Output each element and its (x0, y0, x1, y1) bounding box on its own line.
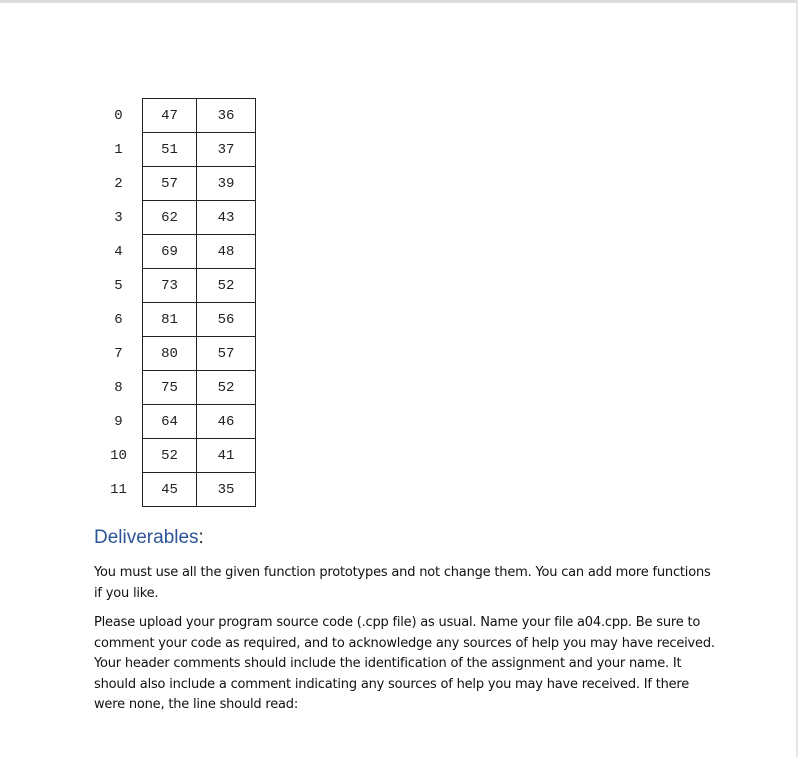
table-row (95, 269, 256, 303)
low-value-cell: 36 (197, 99, 256, 133)
high-value-cell: 64 (143, 405, 197, 439)
high-value-cell: 81 (143, 303, 197, 337)
low-value-cell: 57 (197, 337, 256, 371)
high-value-cell: 47 (143, 99, 197, 133)
low-value-cell: 41 (197, 439, 256, 473)
table-row (95, 405, 256, 439)
low-value-cell: 56 (197, 303, 256, 337)
heading-colon: : (198, 527, 204, 548)
table-row (95, 235, 256, 269)
low-value-cell: 52 (197, 371, 256, 405)
row-index: 1 (114, 141, 123, 158)
row-index: 2 (114, 175, 123, 192)
row-index: 7 (114, 345, 123, 362)
table-row (95, 473, 256, 507)
table-row (95, 201, 256, 235)
row-index: 6 (114, 311, 123, 328)
page-top-border (0, 0, 798, 3)
row-index: 10 (110, 447, 127, 464)
deliverables-heading (94, 527, 204, 549)
row-index: 9 (114, 413, 123, 430)
table-row (95, 133, 256, 167)
high-value-cell: 75 (143, 371, 197, 405)
low-value-cell: 39 (197, 167, 256, 201)
low-value-cell: 35 (197, 473, 256, 507)
table-row (95, 167, 256, 201)
table-row (95, 303, 256, 337)
row-index: 5 (114, 277, 123, 294)
high-value-cell: 73 (143, 269, 197, 303)
table-row (95, 337, 256, 371)
row-index: 11 (110, 481, 127, 498)
row-index: 4 (114, 243, 123, 260)
high-value-cell: 57 (143, 167, 197, 201)
heading-text: Deliverables (94, 527, 199, 548)
low-value-cell: 52 (197, 269, 256, 303)
low-value-cell: 48 (197, 235, 256, 269)
high-value-cell: 80 (143, 337, 197, 371)
paragraph-prototypes: You must use all the given function prototypes and not change them. You can add more functions if you like. (94, 565, 711, 601)
high-value-cell: 51 (143, 133, 197, 167)
high-value-cell: 45 (143, 473, 197, 507)
low-value-cell: 37 (197, 133, 256, 167)
low-value-cell: 46 (197, 405, 256, 439)
row-index: 3 (114, 209, 123, 226)
table-row (95, 99, 256, 133)
low-value-cell: 43 (197, 201, 256, 235)
high-value-cell: 62 (143, 201, 197, 235)
paragraph-upload-instructions: Please upload your program source code (.cpp file) as usual. Name your file a04.cpp. Be sure to comment your code as required, and to acknowledge any sources of help you may have received. Your header comments should include the identification of the assignment and your name. It should also include a comment indicating any sources of help you may have received. If there were none, the line should read: (94, 615, 715, 712)
row-index: 0 (114, 107, 123, 124)
row-index: 8 (114, 379, 123, 396)
high-value-cell: 52 (143, 439, 197, 473)
high-value-cell: 69 (143, 235, 197, 269)
temperature-table (95, 98, 256, 507)
table-row (95, 439, 256, 473)
table-row (95, 371, 256, 405)
